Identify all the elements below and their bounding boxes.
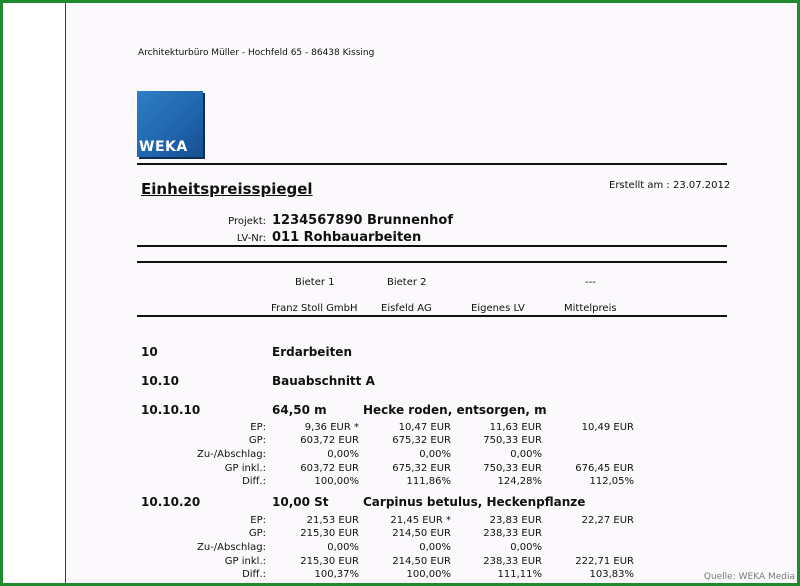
row-label-surcharge: Zu-/Abschlag: [196, 449, 266, 460]
cell: 215,30 EUR [300, 556, 359, 567]
page-title: Einheitspreisspiegel [141, 180, 313, 198]
cell: 21,45 EUR * [390, 515, 451, 526]
cell: 112,05% [589, 476, 634, 487]
cell: 22,27 EUR [581, 515, 634, 526]
row-label-surcharge: Zu-/Abschlag: [196, 542, 266, 553]
item-quantity: 10,00 St [272, 495, 329, 509]
cell: 100,37% [314, 569, 359, 580]
cell: 100,00% [406, 569, 451, 580]
cell: 103,83% [589, 569, 634, 580]
section-title: Bauabschnitt A [272, 374, 375, 388]
cell: 124,28% [497, 476, 542, 487]
cell: 0,00% [510, 542, 542, 553]
project-value: 1234567890 Brunnenhof [272, 213, 453, 228]
cell: 0,00% [419, 542, 451, 553]
cell: 0,00% [510, 449, 542, 460]
cell: 238,33 EUR [483, 528, 542, 539]
row-label-diff: Diff.: [242, 476, 266, 487]
row-label-gp-incl: GP inkl.: [224, 463, 266, 474]
cell: 215,30 EUR [300, 528, 359, 539]
cell: 603,72 EUR [300, 463, 359, 474]
section-number: 10 [141, 345, 158, 359]
column-own: Eigenes LV [471, 303, 525, 314]
column-dash: --- [585, 277, 596, 288]
cell: 0,00% [327, 449, 359, 460]
row-label-gp: GP: [248, 528, 266, 539]
row-label-gp-incl: GP inkl.: [224, 556, 266, 567]
cell: 10,49 EUR [581, 422, 634, 433]
created-date: Erstellt am : 23.07.2012 [609, 180, 731, 191]
section-title: Erdarbeiten [272, 345, 352, 359]
column-name2: Eisfeld AG [381, 303, 432, 314]
item-quantity: 64,50 m [272, 403, 327, 417]
cell: 111,86% [406, 476, 451, 487]
logo-text: WEKA [139, 139, 188, 155]
cell: 675,32 EUR [392, 463, 451, 474]
cell: 11,63 EUR [489, 422, 542, 433]
row-label-gp: GP: [248, 435, 266, 446]
item-number: 10.10.10 [141, 403, 201, 417]
cell: 21,53 EUR [306, 515, 359, 526]
row-label-diff: Diff.: [242, 569, 266, 580]
cell: 9,36 EUR * [304, 422, 359, 433]
column-avg: Mittelpreis [564, 303, 617, 314]
cell: 676,45 EUR [575, 463, 634, 474]
company-address: Architekturbüro Müller - Hochfeld 65 - 86438 Kissing [138, 48, 375, 58]
cell: 0,00% [327, 542, 359, 553]
section-number: 10.10 [141, 374, 179, 388]
column-bidder2: Bieter 2 [387, 277, 427, 288]
cell: 238,33 EUR [483, 556, 542, 567]
project-label: Projekt: [228, 216, 266, 227]
item-description: Carpinus betulus, Heckenpflanze [363, 495, 586, 509]
source-watermark: Quelle: WEKA Media [703, 572, 795, 582]
row-label-ep: EP: [250, 422, 266, 433]
cell: 750,33 EUR [483, 435, 542, 446]
cell: 100,00% [314, 476, 359, 487]
column-name1: Franz Stoll GmbH [271, 303, 358, 314]
cell: 0,00% [419, 449, 451, 460]
row-label-ep: EP: [250, 515, 266, 526]
cell: 23,83 EUR [489, 515, 542, 526]
item-description: Hecke roden, entsorgen, m [363, 403, 547, 417]
item-number: 10.10.20 [141, 495, 201, 509]
lv-value: 011 Rohbauarbeiten [272, 230, 422, 245]
cell: 214,50 EUR [392, 528, 451, 539]
cell: 111,11% [497, 569, 542, 580]
cell: 603,72 EUR [300, 435, 359, 446]
cell: 675,32 EUR [392, 435, 451, 446]
cell: 222,71 EUR [575, 556, 634, 567]
lv-label: LV-Nr: [236, 233, 266, 244]
cell: 214,50 EUR [392, 556, 451, 567]
cell: 10,47 EUR [398, 422, 451, 433]
cell: 750,33 EUR [483, 463, 542, 474]
column-bidder1: Bieter 1 [295, 277, 335, 288]
